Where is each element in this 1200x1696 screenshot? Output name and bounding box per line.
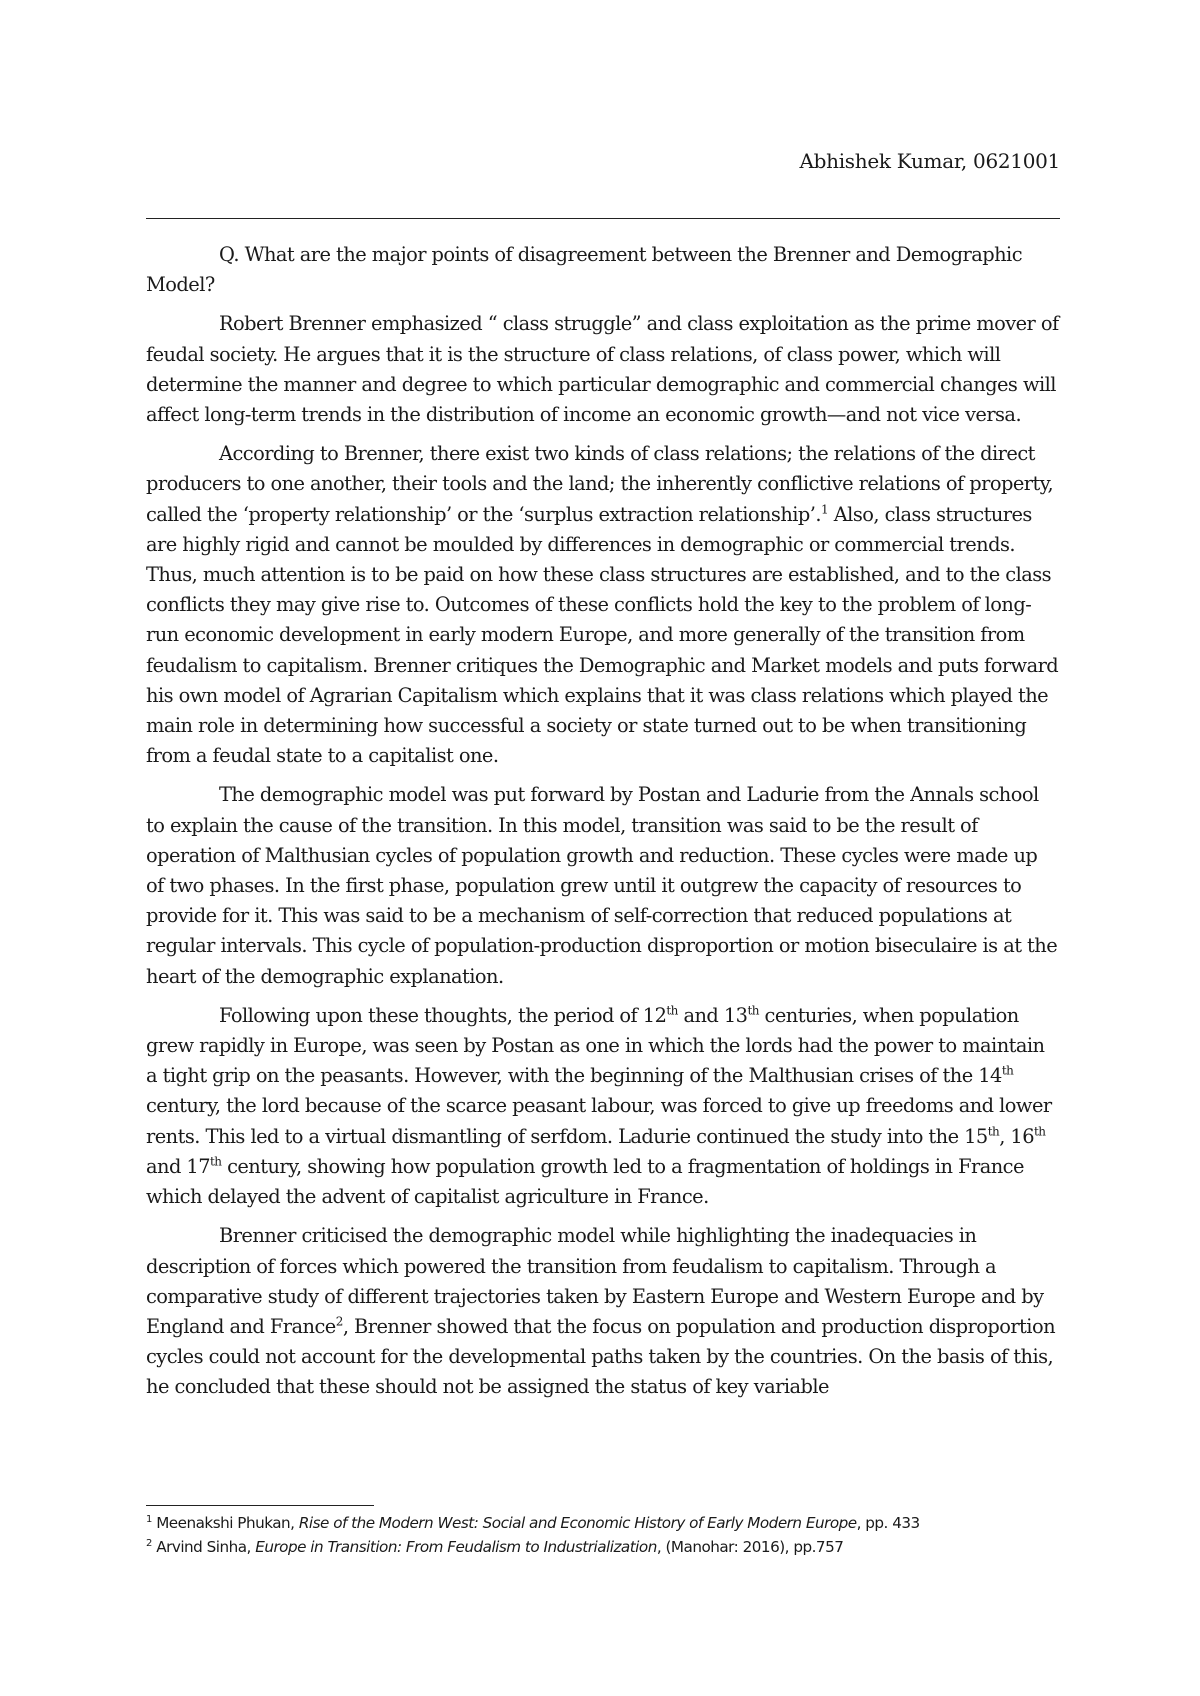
- paragraph-4-text: century, the lord because of the scarce peasant labour, was forced to give up freedoms and lower rents. This led to a virtual dismantling of serfdom. Ladurie continued the study into the 15: [146, 1094, 1052, 1148]
- footnote-2: [146, 1535, 1060, 1559]
- document-body: [146, 240, 1060, 1412]
- footnotes: [146, 1511, 1060, 1559]
- footnote-title: Europe in Transition: From Feudalism to Industrialization: [255, 1538, 657, 1556]
- ordinal-suffix: th: [210, 1154, 222, 1169]
- paragraph-2-text-a: According to Brenner, there exist two kinds of class relations; the relations of the direct producers to one another, their tools and the land; the inherently conflictive relations of property, called the ‘property relationship’ or the ‘surplus extraction relationship’.: [146, 442, 1054, 526]
- paragraph-4-text: centuries, when population grew rapidly in Europe, was seen by Postan as one in which the lords had the power to maintain a tight grip on the peasants. However, with the beginning of the Malthusian crises of the 14: [146, 1003, 1045, 1088]
- footnote-number: 2: [146, 1537, 152, 1549]
- ordinal-suffix: th: [666, 1003, 678, 1018]
- paragraph-1: Robert Brenner emphasized “ class struggle” and class exploitation as the prime mover of feudal society. He argues that it is the structure of class relations, of class power, which will determine the manner and degree to which particular demographic and commercial changes will affect long-term trends in the distribution of income an economic growth—and not vice versa.: [146, 312, 1059, 427]
- paragraph-5-text-a: Brenner criticised the demographic model while highlighting the inadequacies in description of forces which powered the transition from feudalism to capitalism. Through a comparative study of different trajectories taken by Eastern Europe and Western Europe and by England and France: [146, 1224, 1044, 1338]
- paragraph-4-text: and 17: [146, 1154, 210, 1178]
- paragraph-2: [146, 439, 1060, 771]
- paragraph-2-text-b: Also, class structures are highly rigid and cannot be moulded by differences in demographic or commercial trends. Thus, much attention is to be paid on how these class structures are established, and to the class conflicts they may give rise to. Outcomes of these conflicts hold the key to the problem of long-run economic development in early modern Europe, and more generally of the transition from feudalism to capitalism. Brenner critiques the Demographic and Market models and puts forward his own model of Agrarian Capitalism which explains that it was class relations which played the main role in determining how successful a society or state turned out to be when transitioning from a feudal state to a capitalist one.: [146, 502, 1059, 768]
- footnote-author: Meenakshi Phukan,: [151, 1514, 299, 1532]
- ordinal-suffix: th: [747, 1003, 759, 1018]
- paragraph-4-text: and 13: [677, 1003, 748, 1027]
- footnote-separator: [146, 1505, 374, 1506]
- footnote-author: Arvind Sinha,: [151, 1538, 256, 1556]
- footnote-number: 1: [146, 1513, 152, 1525]
- paragraph-4-text: century, showing how population growth led to a fragmentation of holdings in France which delayed the advent of capitalist agriculture in France.: [146, 1154, 1024, 1209]
- ordinal-suffix: th: [1001, 1063, 1014, 1078]
- paragraph-4-text: Following upon these thoughts, the period of 12: [219, 1003, 667, 1027]
- footnote-ref-2[interactable]: 2: [335, 1314, 343, 1329]
- footnote-1: [146, 1511, 1060, 1535]
- question-paragraph: Q. What are the major points of disagreement between the Brenner and Demographic Model?: [146, 243, 1023, 297]
- ordinal-suffix: th: [1034, 1124, 1046, 1139]
- paragraph-3: The demographic model was put forward by Postan and Ladurie from the Annals school to explain the cause of the transition. In this model, transition was said to be the result of operation of Malthusian cycles of population growth and reduction. These cycles were made up of two phases. In the first phase, population grew until it outgrew the capacity of resources to provide for it. This was said to be a mechanism of self-correction that reduced populations at regular intervals. This cycle of population-production disproportion or motion biseculaire is at the heart of the demographic explanation.: [146, 783, 1058, 988]
- author-header: Abhishek Kumar, 0621001: [799, 149, 1060, 173]
- paragraph-4-text: , 16: [999, 1124, 1034, 1148]
- paragraph-4: [146, 1001, 1060, 1212]
- header-divider: [146, 218, 1060, 219]
- paragraph-5-text-b: , Brenner showed that the focus on population and production disproportion cycles could not account for the developmental paths taken by the countries. On the basis of this, he concluded that these should not be assigned the status of key variable: [146, 1314, 1056, 1399]
- ordinal-suffix: th: [987, 1124, 1000, 1139]
- footnote-ref-1[interactable]: 1: [821, 502, 829, 517]
- footnote-pages: , (Manohar: 2016), pp.757: [656, 1538, 844, 1556]
- paragraph-5: [146, 1221, 1060, 1402]
- footnote-pages: , pp. 433: [856, 1514, 920, 1532]
- footnote-title: Rise of the Modern West: Social and Economic History of Early Modern Europe: [298, 1514, 857, 1532]
